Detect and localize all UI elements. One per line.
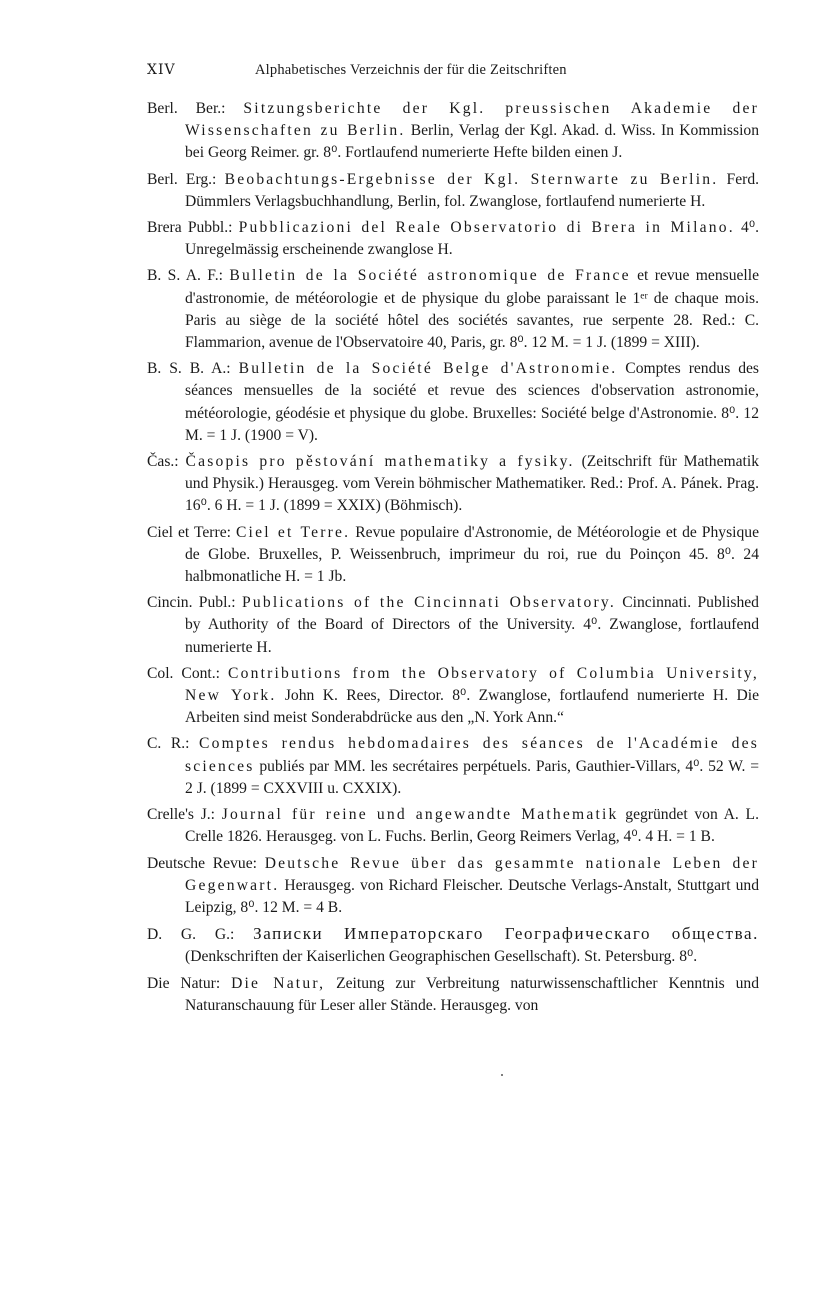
entry-details: Revue populaire d'Astronomie, de Météorologie et de Physique de Globe. Bruxelles, P. Weissenbruch, imprimeur du roi, rue du Poinçon 45. 8⁰. 24 halbmonatliche H. = 1 Jb. [185, 523, 759, 586]
entry-abbreviation: Col. Cont.: [147, 664, 220, 682]
entry-details: Berlin, Verlag der Kgl. Akad. d. Wiss. In Kommission bei Georg Reimer. gr. 8⁰. Fortlaufend numerierte Hefte bilden einen J. [185, 122, 759, 162]
entry-details: gegründet von A. L. Crelle 1826. Herausgeg. von L. Fuchs. Berlin, Georg Reimers Verlag, 4⁰. 4 H. = 1 B. [185, 806, 759, 846]
list-item [147, 592, 759, 659]
list-item [147, 733, 759, 800]
entry-details: John K. Rees, Director. 8⁰. Zwanglose, fortlaufend numerierte H. Die Arbeiten sind meist Sonderabdrücke aus den „N. York Ann.“ [185, 687, 760, 727]
entry-abbreviation: Crelle's J.: [147, 806, 216, 824]
entry-details: Ferd. Dümmlers Verlagsbuchhandlung, Berlin, fol. Zwanglose, fortlaufend numerierte H. [185, 170, 760, 210]
list-item [147, 923, 759, 968]
entry-title: Bulletin de la Société astronomique de France [229, 267, 631, 285]
list-item [147, 98, 759, 165]
entry-title: Beobachtungs-Ergebnisse der Kgl. Sternwarte zu Berlin. [224, 170, 719, 188]
entry-abbreviation: Berl. Erg.: [147, 170, 217, 188]
entry-abbreviation: Die Natur: [147, 974, 221, 992]
entry-abbreviation: B. S. A. F.: [147, 267, 223, 285]
list-item [147, 451, 759, 518]
entry-abbreviation: Cincin. Publ.: [147, 594, 236, 612]
entry-title: Časopis pro pěstování mathematiky a fysiky. [185, 453, 575, 471]
entry-title: Sitzungsberichte der Kgl. preussischen Akademie der Wissenschaften zu Berlin. [185, 100, 760, 140]
entry-title: Contributions from the Observatory of Columbia University, New York. [185, 664, 759, 705]
entry-title: Bulletin de la Société Belge d'Astronomie. [238, 360, 618, 378]
list-item [147, 804, 759, 848]
list-item [147, 169, 759, 213]
entry-title: Publications of the Cincinnati Observatory. [241, 594, 616, 612]
entry-details: Comptes rendus des séances mensuelles de la société et revue des sciences d'observation astronomie, météorologie, géodésie et physique du globe. Bruxelles: Société belge d'Astronomie. 8⁰. 12 M. = 1 J. (1900 = V). [185, 360, 759, 444]
list-item [147, 663, 759, 730]
entry-title: Ciel et Terre. [235, 523, 351, 541]
list-item [147, 853, 759, 920]
entry-details: 4⁰. Unregelmässig erscheinende zwanglose H. [185, 219, 759, 259]
entry-title: Deutsche Revue über das gesammte nationale Leben der Gegenwart. [185, 854, 759, 894]
entry-title: Pubblicazioni del Reale Observatorio di Brera in Milano. [238, 219, 735, 237]
entry-abbreviation: C. R.: [147, 735, 190, 753]
list-item [147, 217, 759, 261]
entry-abbreviation: Brera Pubbl.: [147, 219, 233, 237]
running-head [147, 62, 757, 84]
entry-title: Записки Императорскаго Географическаго общества. [253, 924, 759, 944]
list-item [147, 358, 759, 447]
entry-details: publiés par MM. les secrétaires perpétuels. Paris, Gauthier-Villars, 4⁰. 52 W. = 2 J. (1899 = CXXVIII u. CXXIX). [185, 757, 759, 797]
list-item [147, 522, 759, 589]
entry-abbreviation: Čas.: [147, 453, 179, 471]
entry-abbreviation: Ciel et Terre: [147, 523, 231, 541]
entry-details: Herausgeg. von Richard Fleischer. Deutsche Verlags-Anstalt, Stuttgart und Leipzig, 8⁰. 12 M. = 4 B. [185, 876, 759, 916]
entry-title: Die Natur, [231, 974, 326, 992]
entry-title: Comptes rendus hebdomadaires des séances de l'Académie des sciences [185, 735, 759, 775]
entry-details: Cincinnati. Published by Authority of the Board of Directors of the University. 4⁰. Zwanglose, fortlaufend numerierte H. [185, 594, 759, 656]
entry-list [147, 98, 759, 1021]
entry-abbreviation: Deutsche Revue: [147, 854, 257, 872]
page-number: XIV [147, 62, 176, 78]
list-item [147, 265, 759, 354]
entry-abbreviation: B. S. B. A.: [147, 360, 231, 378]
entry-details: (Zeitschrift für Mathematik und Physik.) Herausgeg. vom Verein böhmischer Mathematiker. Red.: Prof. A. Pánek. Prag. 16⁰. 6 H. = 1 J. (1899 = XXIX) (Böhmisch). [185, 453, 759, 515]
running-title: Alphabetisches Verzeichnis der für die Zeitschriften [255, 62, 567, 78]
entry-details: et revue mensuelle d'astronomie, de météorologie et de physique du globe paraissant le 1ᵉʳ de chaque mois. Paris au siège de la société hôtel des sociétés savantes, rue serpente 28. Red.: C. Flammarion, avenue de l'Observatoire 40, Paris, gr. 8⁰. 12 M. = 1 J. (1899 = XIII). [185, 267, 759, 352]
entry-details: Zeitung zur Verbreitung naturwissenschaftlicher Kenntnis und Naturanschauung für Leser aller Stände. Herausgeg. von [185, 974, 759, 1014]
print-speck [501, 1074, 503, 1076]
entry-title: Journal für reine und angewandte Mathematik [221, 806, 619, 824]
entry-details: (Denkschriften der Kaiserlichen Geographischen Gesellschaft). St. Petersburg. 8⁰. [185, 948, 698, 966]
entry-abbreviation: Berl. Ber.: [147, 100, 226, 117]
entry-abbreviation: D. G. G.: [147, 926, 235, 944]
list-item [147, 973, 759, 1017]
